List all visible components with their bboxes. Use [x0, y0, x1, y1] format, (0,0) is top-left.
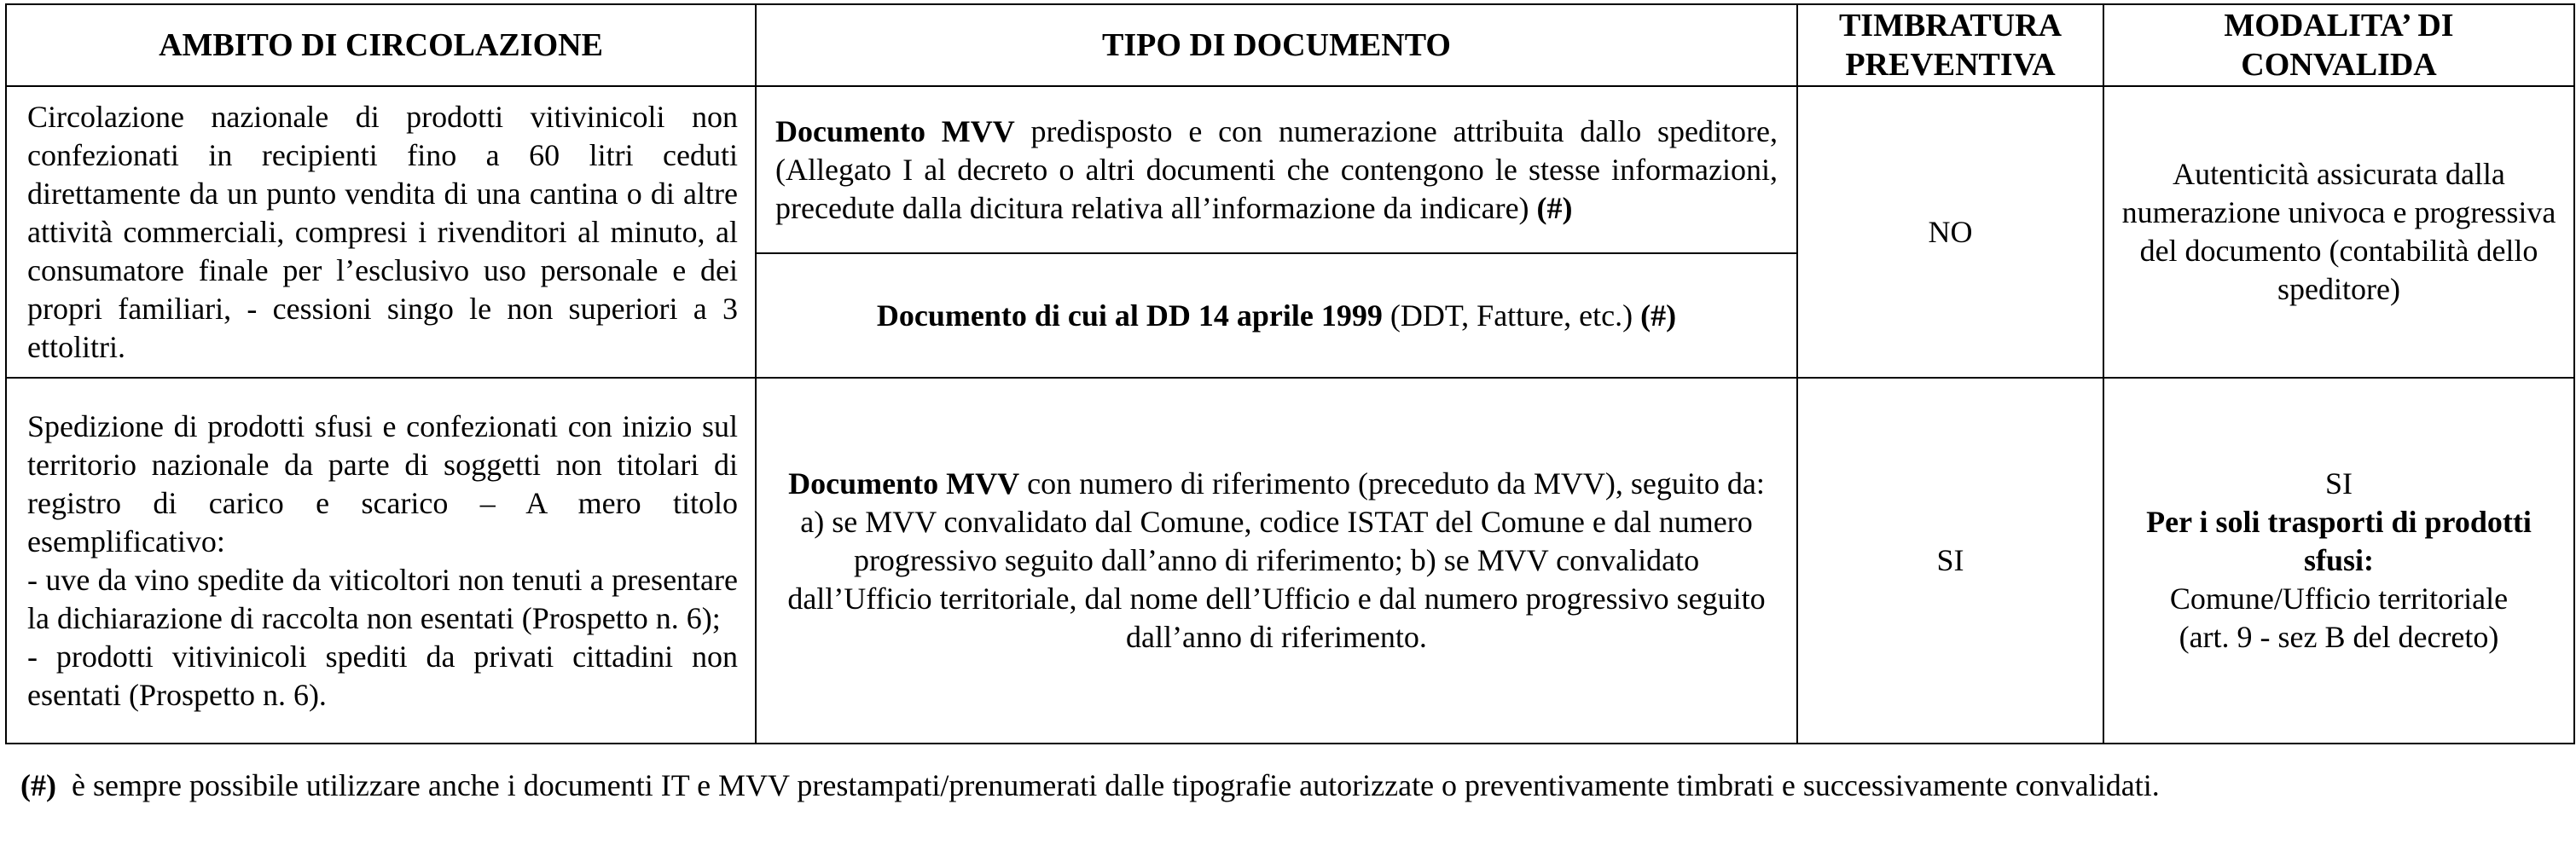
row1-tipo-mvv-cell	[756, 86, 1797, 253]
footnote	[20, 766, 2562, 805]
footnote-mark: (#)	[20, 768, 56, 802]
row1-tipo-mvv-bold: Documento MVV	[775, 113, 1015, 148]
row2-modalita-line3: Comune/Ufficio territoriale	[2169, 582, 2509, 616]
row1-timbratura-value: NO	[1928, 214, 1973, 249]
row2-ambito-item2: - prodotti vitivinicoli spediti da privati cittadini non esentati (Prospetto n. 6).	[27, 639, 738, 712]
row2-tipo-bold: Documento MVV	[788, 466, 1020, 501]
row1-ambito-cell	[6, 86, 756, 378]
row1-modalita-cell	[2103, 86, 2574, 378]
circulation-documents-table	[5, 3, 2575, 744]
row1-tipo-dd-text: (DDT, Fatture, etc.)	[1382, 298, 1641, 333]
header-ambito-label: AMBITO DI CIRCOLAZIONE	[159, 27, 603, 63]
row2-tipo-cell	[756, 378, 1797, 744]
row1-upper	[6, 86, 2574, 253]
row1-tipo-dd-mark: (#)	[1640, 298, 1677, 333]
row1-tipo-dd-bold: Documento di cui al DD 14 aprile 1999	[876, 298, 1383, 333]
header-timbratura-line1: TIMBRATURA	[1838, 8, 2063, 43]
header-timbratura	[1797, 4, 2103, 86]
row2-ambito-item1: - uve da vino spedite da viticoltori non tenuti a presentare la dichiarazione di raccolta non esentati (Prospetto n. 6);	[27, 562, 738, 635]
row2-timbratura-cell	[1797, 378, 2103, 744]
row2-modalita-cell	[2103, 378, 2574, 744]
header-timbratura-line2: PREVENTIVA	[1845, 47, 2056, 83]
row2-modalita-line1: SI	[2324, 466, 2353, 501]
header-ambito	[6, 4, 756, 86]
header-row	[6, 4, 2574, 86]
row2-modalita-bold: Per i soli trasporti di prodotti sfusi:	[2146, 505, 2532, 577]
row2	[6, 378, 2574, 744]
row2-modalita-line4: (art. 9 - sez B del decreto)	[2179, 620, 2499, 654]
header-modalita-line2: CONVALIDA	[2241, 47, 2437, 83]
header-tipo	[756, 4, 1797, 86]
header-modalita-line1: MODALITA’ DI	[2224, 8, 2454, 43]
header-modalita	[2103, 4, 2574, 86]
row2-ambito-intro: Spedizione di prodotti sfusi e confezionati con inizio sul territorio nazionale da parte di soggetti non titolari di registro di carico e scarico – A mero titolo esemplificativo:	[27, 408, 738, 559]
row2-timbratura-value: SI	[1936, 543, 1964, 577]
row1-tipo-dd-cell	[756, 253, 1797, 378]
footnote-text: è sempre possibile utilizzare anche i documenti IT e MVV prestampati/prenumerati dalle tipografie autorizzate o preventivamente timbrati e successivamente convalidati.	[55, 768, 2160, 802]
row1-modalita-text: Autenticità assicurata dalla numerazione univoca e progressiva del documento (contabilità dello speditore)	[2121, 157, 2556, 306]
row1-tipo-mvv-text: predisposto e con numerazione attribuita dallo speditore, (Allegato I al decreto o altri documenti che contengono le stesse informazioni, precedute dalla dicitura relativa all’informazione da indicare)	[775, 113, 1778, 225]
row1-ambito-text: Circolazione nazionale di prodotti vitivinicoli non confezionati in recipienti fino a 60 litri ceduti direttamente da un punto vendita di una cantina o di altre attività commerciali, compresi i rivenditori al minuto, al consumatore finale per l’esclusivo uso personale e dei propri familiari, - cessioni singo le non superiori a 3 ettolitri.	[27, 99, 738, 364]
row1-timbratura-cell	[1797, 86, 2103, 378]
row2-tipo-text: con numero di riferimento (preceduto da MVV), seguito da: a) se MVV convalidato dal Comune, codice ISTAT del Comune e dal numero progressivo seguito dall’anno di riferimento; b) se MVV convalidato dall’Ufficio territoriale, dal nome dell’Ufficio e dal numero progressivo seguito dall’anno di riferimento.	[787, 466, 1766, 654]
row2-ambito-cell	[6, 378, 756, 744]
row1-tipo-mvv-mark: (#)	[1536, 190, 1573, 225]
header-tipo-label: TIPO DI DOCUMENTO	[1102, 27, 1451, 63]
